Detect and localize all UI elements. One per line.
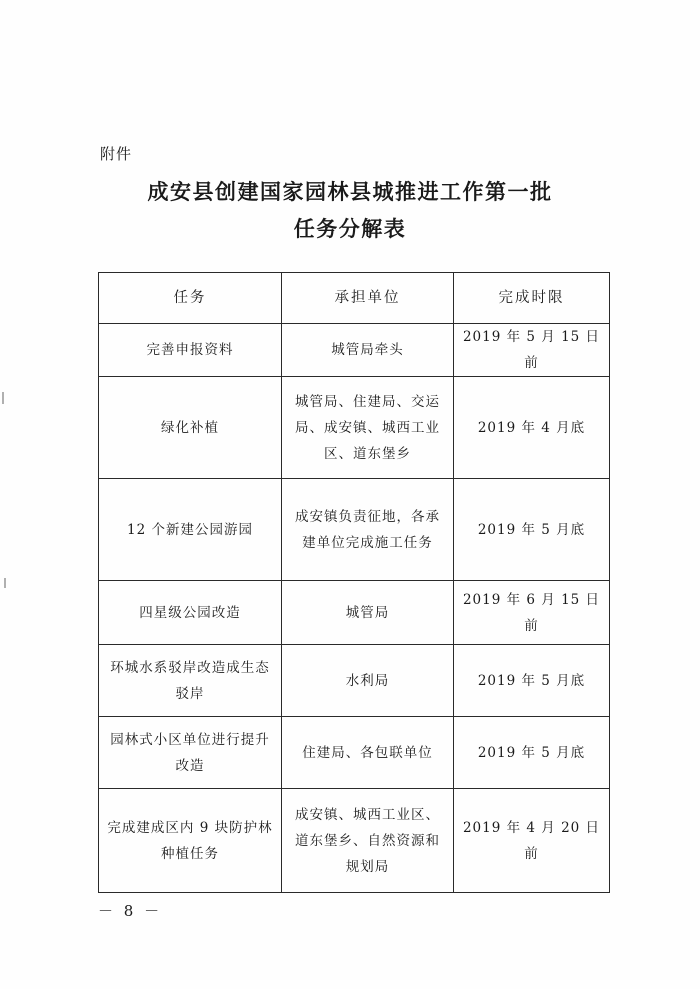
deadline-cell: 2019 年 5 月底 [454,645,610,717]
task-cell: 园林式小区单位进行提升改造 [99,717,282,789]
table-row [99,377,610,479]
unit-cell: 成安镇负责征地，各承建单位完成施工任务 [282,479,454,581]
table-row [99,717,610,789]
table-row [99,789,610,893]
task-cell: 四星级公园改造 [99,581,282,645]
task-cell: 完善申报资料 [99,324,282,377]
table-row [99,324,610,377]
unit-cell: 城管局、住建局、交运局、成安镇、城西工业区、道东堡乡 [282,377,454,479]
document-title-continued: 任务分解表 [293,217,407,241]
column-header-deadline: 完成时限 [454,273,610,324]
table-row [99,479,610,581]
task-cell: 12 个新建公园游园 [99,479,282,581]
deadline-cell: 2019 年 6 月 15 日前 [454,581,610,645]
unit-cell: 城管局 [282,581,454,645]
page-number: － 8 － [98,902,163,920]
annex-label: 附件 [100,145,133,163]
scan-edge-mark [2,392,4,404]
scan-edge-mark [4,578,6,588]
unit-cell: 成安镇、城西工业区、道东堡乡、自然资源和规划局 [282,789,454,893]
unit-cell: 城管局牵头 [282,324,454,377]
deadline-cell: 2019 年 5 月底 [454,479,610,581]
deadline-cell: 2019 年 5 月底 [454,717,610,789]
table-row [99,581,610,645]
document-title: 成安县创建国家园林县城推进工作第一批 [147,180,553,204]
task-cell: 完成建成区内 9 块防护林种植任务 [99,789,282,893]
table-row [99,645,610,717]
task-table [98,272,610,893]
unit-cell: 水利局 [282,645,454,717]
unit-cell: 住建局、各包联单位 [282,717,454,789]
deadline-cell: 2019 年 4 月底 [454,377,610,479]
task-cell: 环城水系驳岸改造成生态驳岸 [99,645,282,717]
task-cell: 绿化补植 [99,377,282,479]
deadline-cell: 2019 年 4 月 20 日前 [454,789,610,893]
table-header-row [99,273,610,324]
deadline-cell: 2019 年 5 月 15 日前 [454,324,610,377]
column-header-unit: 承担单位 [282,273,454,324]
column-header-task: 任务 [99,273,282,324]
